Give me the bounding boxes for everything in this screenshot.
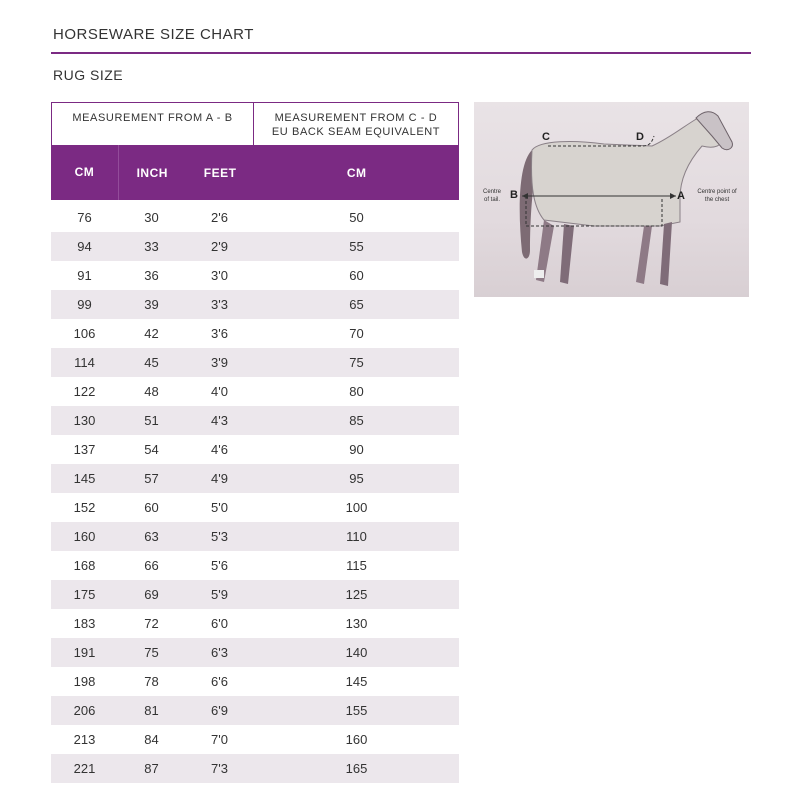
table-row	[51, 435, 459, 464]
cell-cm-ab: 91	[77, 268, 92, 283]
cell-feet: 6'0	[211, 616, 228, 631]
cell-inch: 66	[144, 558, 159, 573]
cell-cm-cd: 50	[349, 210, 364, 225]
cell-feet: 5'0	[211, 500, 228, 515]
cell-cm-cd: 75	[349, 355, 364, 370]
cell-feet: 4'9	[211, 471, 228, 486]
cell-cm-cd: 145	[345, 674, 368, 689]
table-row	[51, 522, 459, 551]
cell-inch: 48	[144, 384, 159, 399]
cell-inch: 87	[144, 761, 159, 776]
cell-cm-ab: 221	[73, 761, 96, 776]
cell-inch: 54	[144, 442, 159, 457]
cell-inch: 42	[144, 326, 159, 341]
size-table	[51, 102, 459, 783]
cell-cm-cd: 110	[346, 529, 367, 544]
cell-cm-cd: 140	[345, 645, 368, 660]
label-a: A	[677, 190, 685, 202]
cell-cm-ab: 137	[73, 442, 96, 457]
note-centre-of-chest	[688, 188, 746, 204]
table-row	[51, 290, 459, 319]
cell-cm-ab: 183	[73, 616, 96, 631]
table-row	[51, 319, 459, 348]
cell-inch: 69	[144, 587, 159, 602]
hoof-sock	[534, 270, 544, 278]
cell-cm-ab: 191	[73, 645, 96, 660]
cell-cm-ab: 206	[73, 703, 96, 718]
table-row	[51, 696, 459, 725]
cell-cm-ab: 106	[73, 326, 96, 341]
cell-cm-ab: 175	[73, 587, 96, 602]
table-row	[51, 551, 459, 580]
note-a-line2: the chest	[704, 197, 730, 203]
table-row	[51, 261, 459, 290]
cell-cm-ab: 130	[73, 413, 96, 428]
cell-cm-cd: 165	[345, 761, 368, 776]
cell-inch: 36	[144, 268, 159, 283]
cell-feet: 5'6	[211, 558, 228, 573]
cell-inch: 39	[144, 297, 159, 312]
column-header-feet: FEET	[203, 165, 237, 180]
group-header-ab: MEASUREMENT FROM A - B	[51, 102, 254, 145]
note-a-line1: Centre point of	[697, 189, 737, 195]
cell-cm-ab: 76	[77, 210, 92, 225]
cell-feet: 3'0	[211, 268, 228, 283]
cell-feet: 7'0	[211, 732, 228, 747]
cell-inch: 57	[144, 471, 159, 486]
note-b-line2: of tail.	[483, 197, 500, 203]
column-header-cm-cd: CM	[346, 165, 367, 180]
cell-cm-cd: 70	[349, 326, 364, 341]
cell-inch: 51	[144, 413, 159, 428]
note-centre-of-tail	[478, 188, 506, 204]
cell-feet: 3'3	[211, 297, 228, 312]
cell-feet: 2'9	[211, 239, 228, 254]
cell-cm-cd: 100	[345, 500, 368, 515]
note-b-line1: Centre	[482, 189, 501, 195]
table-row	[51, 667, 459, 696]
cell-cm-cd: 95	[349, 471, 364, 486]
cell-cm-ab: 114	[74, 355, 95, 370]
table-row	[51, 725, 459, 754]
rug-shape	[532, 116, 723, 226]
table-row	[51, 638, 459, 667]
cell-feet: 4'0	[211, 384, 228, 399]
cell-cm-ab: 160	[73, 529, 96, 544]
cell-inch: 81	[144, 703, 159, 718]
cell-feet: 4'3	[211, 413, 228, 428]
group-header-row	[51, 102, 459, 145]
cell-feet: 4'6	[211, 442, 228, 457]
cell-inch: 75	[144, 645, 159, 660]
cell-cm-cd: 155	[345, 703, 368, 718]
front-leg-right	[660, 222, 672, 286]
cell-cm-cd: 115	[346, 558, 367, 573]
cell-inch: 60	[144, 500, 159, 515]
cell-cm-ab: 168	[73, 558, 96, 573]
cell-cm-cd: 85	[349, 413, 364, 428]
cell-feet: 7'3	[211, 761, 228, 776]
cell-cm-ab: 99	[77, 297, 92, 312]
cell-feet: 5'3	[211, 529, 228, 544]
table-row	[51, 464, 459, 493]
cell-inch: 30	[144, 210, 159, 225]
cell-feet: 3'6	[211, 326, 228, 341]
cell-inch: 33	[144, 239, 159, 254]
cell-feet: 6'3	[211, 645, 228, 660]
horse-measurement-diagram	[474, 102, 749, 297]
cell-cm-cd: 55	[349, 239, 364, 254]
cell-cm-cd: 65	[349, 297, 364, 312]
cell-feet: 6'6	[211, 674, 228, 689]
cell-cm-cd: 160	[345, 732, 368, 747]
cell-cm-cd: 125	[345, 587, 368, 602]
group-header-cd-line2: EU BACK SEAM EQUIVALENT	[271, 126, 441, 138]
table-row	[51, 609, 459, 638]
table-row	[51, 203, 459, 232]
cell-feet: 5'9	[211, 587, 228, 602]
table-row	[51, 406, 459, 435]
cell-inch: 84	[144, 732, 159, 747]
front-leg-left	[636, 226, 652, 284]
hind-leg-right	[560, 224, 574, 284]
cell-cm-ab: 94	[77, 239, 92, 254]
column-header-inch: INCH	[136, 165, 168, 180]
table-row	[51, 377, 459, 406]
cell-feet: 2'6	[211, 210, 228, 225]
group-header-cd-line1: MEASUREMENT FROM C - D	[274, 112, 438, 124]
label-b: B	[510, 189, 518, 201]
cell-cm-cd: 60	[349, 268, 364, 283]
cell-cm-ab: 198	[73, 674, 96, 689]
table-row	[51, 754, 459, 783]
cell-cm-ab: 213	[73, 732, 96, 747]
label-d: D	[636, 131, 644, 143]
column-header-cm-ab: CM	[51, 145, 119, 200]
title-divider	[51, 52, 751, 54]
cell-cm-cd: 130	[345, 616, 368, 631]
page-title: HORSEWARE SIZE CHART	[53, 26, 254, 43]
label-c: C	[542, 131, 550, 143]
cell-feet: 6'9	[211, 703, 228, 718]
table-row	[51, 348, 459, 377]
column-header-row	[51, 145, 459, 200]
section-subtitle: RUG SIZE	[53, 67, 124, 83]
table-body	[51, 203, 459, 783]
cell-feet: 3'9	[211, 355, 228, 370]
cell-inch: 78	[144, 674, 159, 689]
cell-cm-cd: 90	[349, 442, 364, 457]
cell-inch: 72	[144, 616, 159, 631]
cell-inch: 45	[144, 355, 159, 370]
cell-inch: 63	[144, 529, 159, 544]
cell-cm-cd: 80	[349, 384, 364, 399]
table-row	[51, 493, 459, 522]
group-header-cd	[254, 102, 459, 145]
cell-cm-ab: 122	[73, 384, 96, 399]
cell-cm-ab: 152	[73, 500, 96, 515]
table-row	[51, 580, 459, 609]
table-row	[51, 232, 459, 261]
cell-cm-ab: 145	[73, 471, 96, 486]
